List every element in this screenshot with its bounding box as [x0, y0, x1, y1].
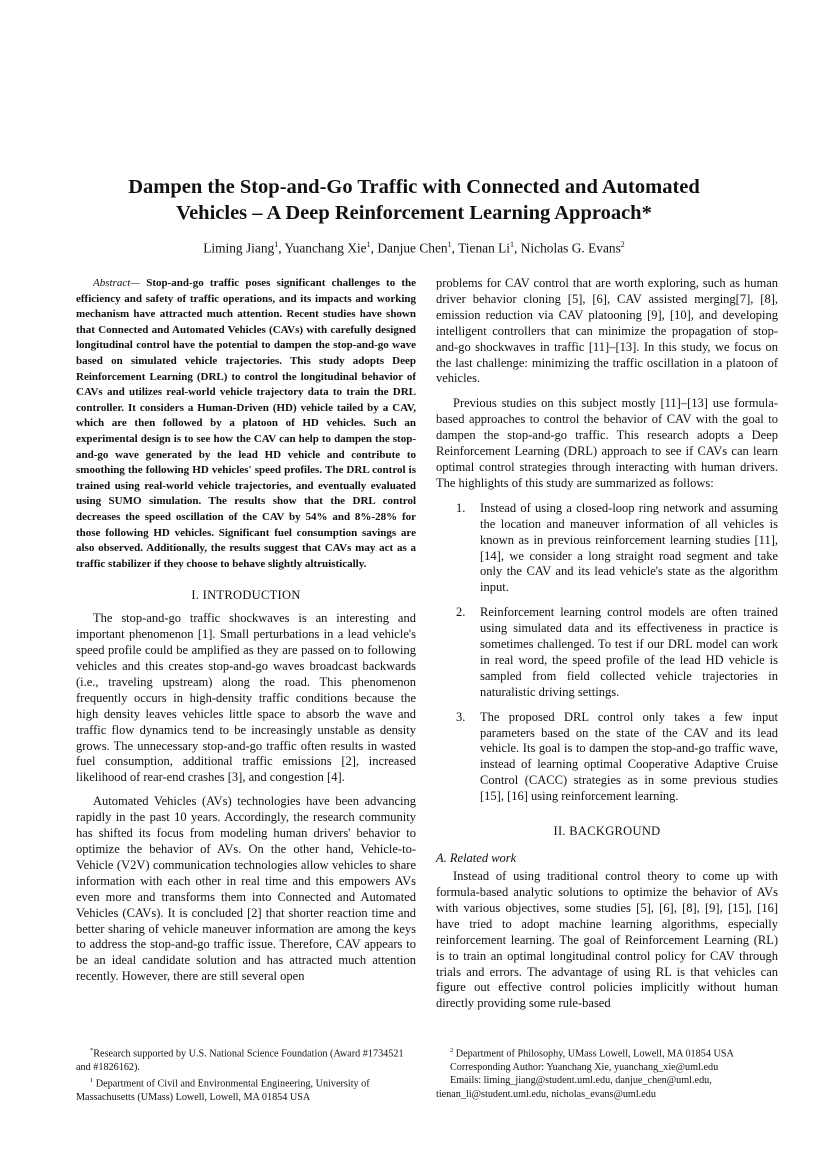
list-number: 3. — [456, 709, 466, 724]
footnotes-right — [436, 1044, 778, 1101]
paper-title — [70, 174, 758, 226]
author-name: Danjue Chen — [377, 240, 448, 256]
right-paragraph-1: problems for CAV control that are worth exploring, such as human driver behavior cloning [5], [6], CAV assisted merging[7], [8], emission reduction via CAV platooning [9], [10], and developing intelligent controllers that can minimize the propagation of stop-and-go shockwaves in traffic [11]–[13]. In this study, we focus on the last challenge: minimizing the traffic oscillation in a platoon of vehicles. — [436, 276, 778, 386]
subsection-heading-related-work: A. Related work — [436, 851, 517, 866]
author-affiliation-mark: 2 — [620, 240, 625, 249]
list-item-text: The proposed DRL control only takes a few input parameters based on the state of the CAV and its lead vehicle. Its goal is to dampen the stop-and-go traffic wave, instead of learning optimal Cooperative Adaptive Cruise Control (CACC) strategies as in some previous studies [15], [16] using reinforcement learning. — [480, 709, 778, 804]
right-paragraph-2: Previous studies on this subject mostly [11]–[13] use formula-based approaches to control the behavior of CAV with the goal to dampen the stop-and-go traffic. This research adopts a Deep Reinforcement Learning (DRL) approach to see if CAVs can learn optimal control strategies through interacting with human drivers. The highlights of this study are summarized as follows: — [436, 396, 778, 490]
title-line-1: Dampen the Stop-and-Go Traffic with Connected and Automated — [128, 176, 700, 198]
footnote-emails: Emails: liming_jiang@student.uml.edu, danjue_chen@uml.edu, tienan_li@student.uml.edu, nicholas_evans@uml.edu — [436, 1075, 712, 1100]
footnote-affiliation-2: $^2$ Department of Philosophy, UMass Lowell, Lowell, MA 01854 USA — [450, 1047, 734, 1060]
intro-paragraph-1: The stop-and-go traffic shockwaves is an interesting and important phenomenon [1]. Small perturbations in a lead vehicle's speed profile could be amplified as they are passed on to following vehicles and this creates stop-and-go waves broadcast backwards (i.e., traveling upstream) along the road. This phenomenon frequently occurs in high-density traffic conditions because the high density leaves vehicles little space to absorb the wave and traffic flow dynamics tend to be increasingly unstable as density grows. The unnecessary stop-and-go traffic often results in wasted fuel consumption, additional traffic emissions [2], increased likelihood of rear-end crashes [3], and congestion [4]. — [76, 611, 416, 785]
author-affiliation-mark: 1 — [510, 240, 515, 249]
abstract-label: Abstract— — [93, 277, 141, 289]
related-work-paragraph: Instead of using traditional control theory to come up with formula-based analytic solutions to optimize the behavior of AVs with various objectives, some studies [5], [6], [8], [9], [15], [16] have tried to adopt machine learning algorithms, especially reinforcement learning. The goal of Reinforcement Learning (RL) is to train an optimal longitudinal control policy for CAV through trials and errors. The advantage of using RL is that vehicles can figure out effective control policies implicitly without human directly providing some rule-based — [436, 869, 778, 1011]
right-column — [436, 276, 778, 1012]
footnote-mark: 2 — [450, 1047, 454, 1054]
footnotes-left — [76, 1044, 416, 1104]
footnote-affiliation-1: $^1$ Department of Civil and Environmental Engineering, University of Massachusetts (UMass) Lowell, Lowell, MA 01854 USA — [76, 1077, 370, 1103]
footnote-mark: 1 — [90, 1077, 94, 1085]
author-name: Liming Jiang — [203, 240, 275, 256]
author-affiliation-mark: 1 — [274, 240, 279, 249]
list-item-text: Instead of using a closed-loop ring network and assuming the location and maneuver information of all vehicles is known as in previous reinforcement learning studies [11], [14], we consider a long straight road segment and take only the CAV and its lead vehicle's state as the algorithm input. — [480, 500, 778, 595]
section-heading-introduction: I. INTRODUCTION — [191, 588, 301, 603]
list-number: 1. — [456, 500, 466, 515]
footnote-funding: *Research supported by U.S. National Science Foundation (Award #1734521 and #1826162). — [76, 1047, 404, 1073]
left-column — [76, 276, 416, 985]
list-item — [436, 710, 778, 805]
abstract — [76, 276, 416, 572]
author-name: Nicholas G. Evans — [520, 240, 621, 256]
list-number: 2. — [456, 605, 466, 620]
footnote-mark: * — [90, 1047, 94, 1054]
list-item-text: Reinforcement learning control models are often trained using simulated data and its effectiveness in practice is sometimes challenged. To test if our DRL model can work in real word, the speed profile of the lead HD vehicle is sampled from field collected vehicle trajectories in naturalistic driving settings. — [480, 605, 778, 699]
author-affiliation-mark: 1 — [366, 240, 371, 249]
author-name: Yuanchang Xie — [284, 240, 367, 256]
title-line-2: Vehicles – A Deep Reinforcement Learning Approach* — [176, 202, 652, 224]
author-name: Tienan Li — [458, 240, 511, 256]
author-affiliation-mark: 1 — [447, 240, 452, 249]
list-item — [436, 605, 778, 700]
abstract-text: Stop-and-go traffic poses significant challenges to the efficiency and safety of traffic operations, and its impacts and working mechanism have attracted much attention. Recent studies have shown that Connected and Automated Vehicles (CAVs) with carefully designed longitudinal control have the potential to dampen the stop-and-go wave based on simulated vehicle trajectories. This study adopts Deep Reinforcement Learning (DRL) to control the longitudinal behavior of CAVs and utilizes real-world vehicle trajectory data to train the DRL controller. It considers a Human-Driven (HD) vehicle tailed by a CAV, which are then followed by a platoon of HD vehicles. Such an experimental design is to see how the CAV can help to dampen the stop-and-go wave generated by the lead HD vehicle and contribute to smoothing the following HD vehicles' speed profiles. The DRL control is trained using real-world vehicle trajectories, and eventually evaluated using SUMO simulation. The results show that the DRL control decreases the speed oscillation of the CAV by 54% and 8%-28% for those following HD vehicles. Significant fuel consumption savings are also observed. Additionally, the results suggest that CAVs may act as a traffic stabilizer if they choose to behave slightly altruistically. — [76, 277, 417, 570]
highlights-list — [436, 501, 778, 805]
footnote-corresponding-author: Corresponding Author: Yuanchang Xie, yuanchang_xie@uml.edu — [450, 1061, 719, 1073]
list-item — [436, 501, 778, 596]
author-list: Liming Jiang$^1$, Yuanchang Xie$^1$, Danjue Chen$^1$, Tienan Li$^1$, Nicholas G. Evans$^2$ — [203, 240, 625, 256]
section-heading-background: II. BACKGROUND — [553, 824, 661, 839]
intro-paragraph-2: Automated Vehicles (AVs) technologies have been advancing rapidly in the past 10 years. Accordingly, the research community has shifted its focus from modeling human drivers' behavior to optimize the behavior of AVs. On the other hand, Vehicle-to-Vehicle (V2V) communication technologies allow vehicles to share information with each other in real time and this empowers AVs even more and transforms them into Connected and Automated Vehicles (CAVs). It is concluded [2] that shorter reaction time and better sharing of vehicle maneuver information are among the keys to address the stop-and-go traffic issue. Therefore, CAV appears to be an ideal candidate solution and has attracted much attention recently. However, there are still several open — [76, 794, 416, 984]
